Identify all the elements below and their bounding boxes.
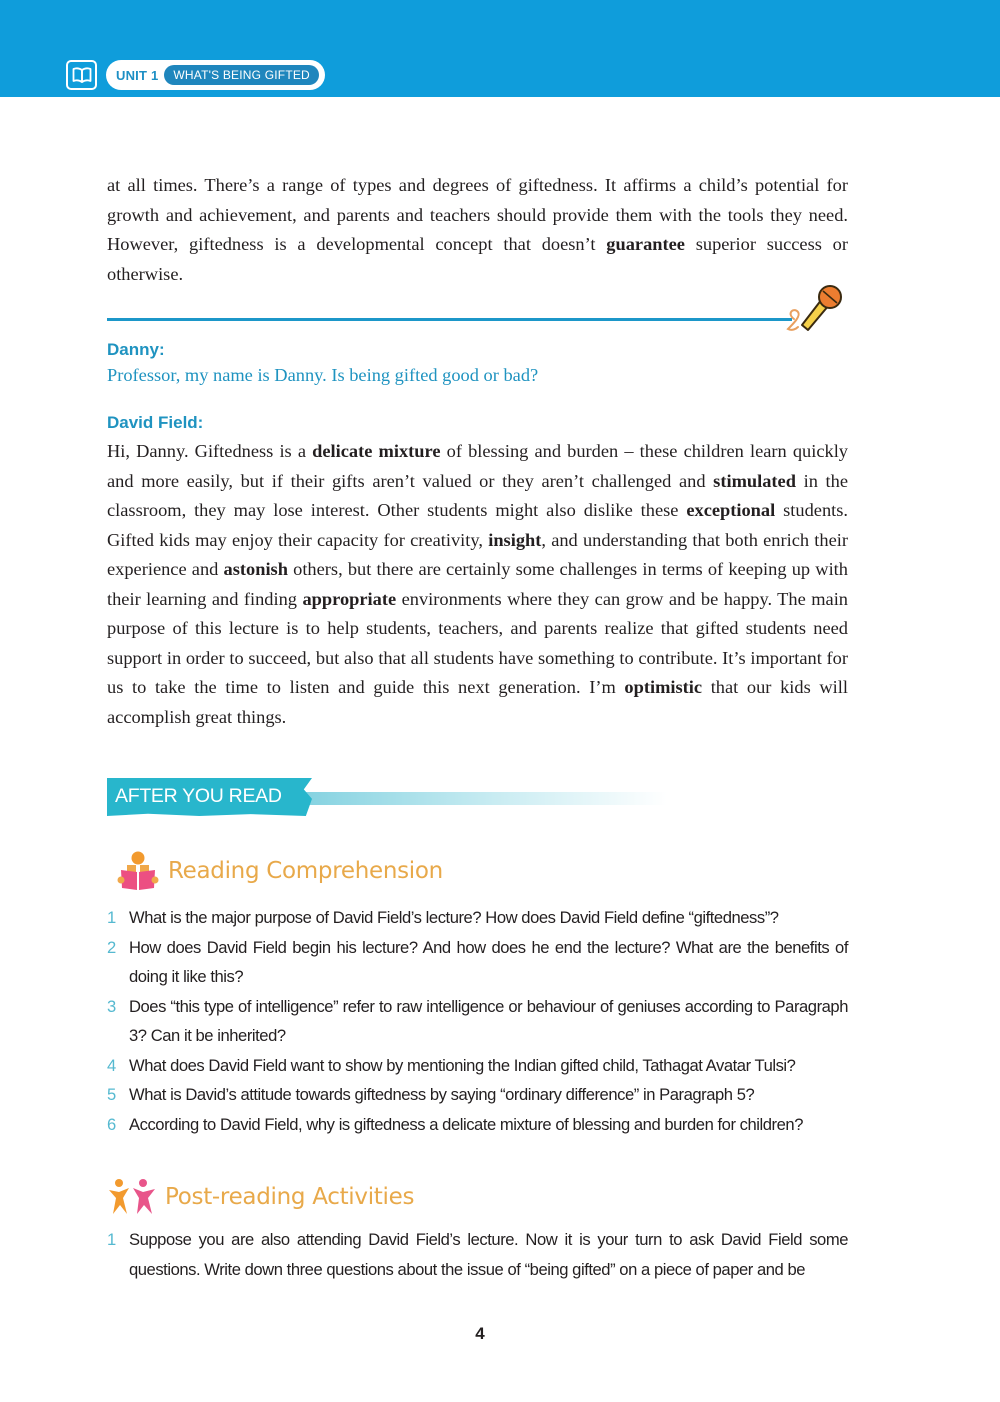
reading-comprehension-title: Reading Comprehension [168,858,443,884]
text-run: of blessing and burden – these children learn quickly and more easily, but if their gifts aren’t valued or they aren’t challenged and [107,441,848,491]
bold-keyword: stimulated [713,470,796,491]
reading-child-icon [116,850,160,892]
text-run: Hi, Danny. Giftedness is a [107,441,313,461]
unit-title: WHAT'S BEING GIFTED [164,65,319,85]
david-answer-paragraph [107,437,848,732]
item-number: 5 [107,1085,117,1104]
bold-keyword: optimistic [624,677,703,697]
text-run: students. Gifted kids may enjoy their capacity for creativity, [107,500,849,550]
question-item [107,1110,848,1140]
bold-keyword: insight [488,529,542,550]
post-reading-title: Post-reading Activities [165,1184,415,1210]
text-run: superior success or otherwise. [107,234,848,284]
question-item [107,903,848,933]
two-kids-icon [107,1178,157,1216]
section-divider [107,318,792,321]
speaker-david-field: David Field: [107,413,204,432]
microphone-icon [782,283,846,340]
text-run: environments where they can grow and be happy. The main purpose of this lecture is to help students, teachers, and parents realize that gifted students need support in order to succeed, but also that all students have something to contribute. It’s important for us to take the time to listen and guide this next generation. I’m [107,588,849,697]
item-text: What is the major purpose of David Field’s lecture? How does David Field define “giftedness”? [129,908,779,927]
item-text: Suppose you are also attending David Field’s lecture. Now it is your turn to ask David Field some questions. Write down three questions about the issue of “being gifted” on a piece of paper and be [129,1230,848,1279]
unit-header [66,60,325,90]
item-number: 1 [107,908,117,927]
bold-keyword: appropriate [302,588,397,609]
unit-pill [106,60,325,90]
bold-keyword: delicate mixture [312,441,441,461]
item-number: 3 [107,996,117,1016]
item-number: 6 [107,1114,117,1134]
item-number: 2 [107,937,117,957]
question-item [107,992,848,1051]
text-run: others, but there are certainly some challenges in terms of keeping up with their learning and finding [107,559,848,609]
item-text: How does David Field begin his lecture? And how does he end the lecture? What are the benefits of doing it like this? [129,937,848,986]
unit-label: UNIT 1 [116,67,159,83]
comprehension-questions [107,903,848,1139]
speaker-danny: Danny: [107,340,165,359]
after-you-read-label: AFTER YOU READ [115,785,282,807]
post-reading-heading [107,1178,414,1216]
open-book-icon [66,60,97,90]
activity-item [107,1225,848,1284]
question-item [107,1080,848,1110]
after-you-read-banner [107,778,667,818]
text-run: that our kids will accomplish great things. [107,677,848,727]
item-text: What is David’s attitude towards giftedness by saying “ordinary difference” in Paragraph 5? [129,1085,755,1104]
text-run: at all times. There’s a range of types and degrees of giftedness. It affirms a child’s potential for growth and achievement, and parents and teachers should provide them with the tools they need. However, giftedness is a developmental concept that doesn’t [107,175,848,254]
item-number: 4 [107,1055,117,1075]
item-number: 1 [107,1230,117,1249]
item-text: Does “this type of intelligence” refer to raw intelligence or behaviour of geniuses according to Paragraph 3? Can it be inherited? [129,996,848,1045]
bold-keyword: exceptional [686,500,776,520]
post-reading-activities [107,1225,848,1284]
question-item [107,933,848,992]
question-item [107,1051,848,1081]
item-text: What does David Field want to show by mentioning the Indian gifted child, Tathagat Avatar Tulsi? [129,1055,796,1075]
intro-paragraph [107,171,848,289]
danny-question: Professor, my name is Danny. Is being gifted good or bad? [107,365,539,385]
banner-fade-bar [287,792,667,805]
text-run: , and understanding that both enrich their experience and [107,529,848,579]
item-text: According to David Field, why is giftedness a delicate mixture of blessing and burden for children? [129,1114,803,1134]
reading-comprehension-heading [116,850,443,892]
bold-keyword: astonish [223,559,288,579]
text-run: in the classroom, they may lose interest. Other students might also dislike these [107,470,849,520]
page-number: 4 [475,1324,485,1343]
bold-keyword: guarantee [606,234,685,254]
